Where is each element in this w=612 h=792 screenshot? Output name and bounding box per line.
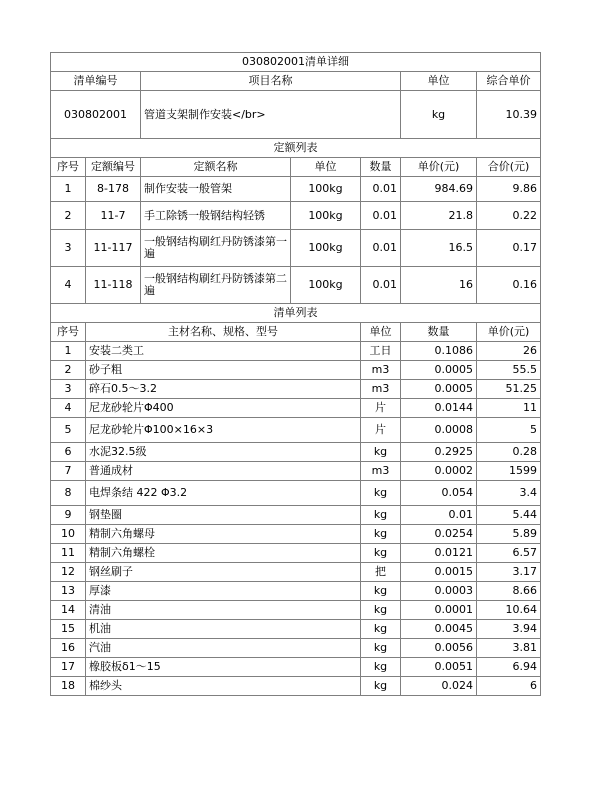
material-index: 7	[51, 462, 86, 481]
quota-name: 制作安装一般管架	[141, 177, 291, 202]
material-qty: 0.0254	[401, 525, 477, 544]
materials-header-index: 序号	[51, 323, 86, 342]
material-row	[51, 506, 541, 525]
quota-section-row	[51, 139, 541, 158]
quota-header-row	[51, 158, 541, 177]
quota-unit-price: 21.8	[401, 202, 477, 230]
materials-header-name: 主材名称、规格、型号	[86, 323, 361, 342]
material-index: 4	[51, 399, 86, 418]
quota-row	[51, 202, 541, 230]
materials-header-qty: 数量	[401, 323, 477, 342]
material-unit: kg	[361, 582, 401, 601]
material-row	[51, 544, 541, 563]
quota-qty: 0.01	[361, 230, 401, 267]
material-unit-price: 1599	[477, 462, 541, 481]
quota-total: 0.22	[477, 202, 541, 230]
material-unit-price: 0.28	[477, 443, 541, 462]
quota-row	[51, 267, 541, 304]
material-qty: 0.0003	[401, 582, 477, 601]
quota-unit: 100kg	[291, 177, 361, 202]
material-unit: m3	[361, 462, 401, 481]
material-unit: 片	[361, 418, 401, 443]
material-qty: 0.054	[401, 481, 477, 506]
summary-header-name: 项目名称	[141, 72, 401, 91]
materials-header-unit: 单位	[361, 323, 401, 342]
material-unit: kg	[361, 443, 401, 462]
material-unit-price: 51.25	[477, 380, 541, 399]
material-qty: 0.2925	[401, 443, 477, 462]
material-index: 5	[51, 418, 86, 443]
quota-name: 一般钢结构刷红丹防锈漆第二遍	[141, 267, 291, 304]
material-row	[51, 399, 541, 418]
material-name: 橡胶板δ1～15	[86, 658, 361, 677]
material-row	[51, 481, 541, 506]
quota-code: 11-118	[86, 267, 141, 304]
material-row	[51, 443, 541, 462]
material-index: 13	[51, 582, 86, 601]
quota-row	[51, 230, 541, 267]
material-index: 3	[51, 380, 86, 399]
quota-code: 8-178	[86, 177, 141, 202]
material-name: 尼龙砂轮片Φ400	[86, 399, 361, 418]
material-unit-price: 6.57	[477, 544, 541, 563]
title-row	[51, 53, 541, 72]
quota-total: 9.86	[477, 177, 541, 202]
material-row	[51, 639, 541, 658]
summary-code: 030802001	[51, 91, 141, 139]
quota-header-qty: 数量	[361, 158, 401, 177]
material-index: 10	[51, 525, 86, 544]
summary-header-price: 综合单价	[477, 72, 541, 91]
materials-header-unit-price: 单价(元)	[477, 323, 541, 342]
material-index: 2	[51, 361, 86, 380]
quota-unit: 100kg	[291, 267, 361, 304]
material-index: 11	[51, 544, 86, 563]
material-index: 15	[51, 620, 86, 639]
material-unit: 工日	[361, 342, 401, 361]
material-unit-price: 6	[477, 677, 541, 696]
quota-unit: 100kg	[291, 202, 361, 230]
material-row	[51, 380, 541, 399]
material-unit-price: 5.44	[477, 506, 541, 525]
quota-index: 2	[51, 202, 86, 230]
material-unit-price: 11	[477, 399, 541, 418]
material-index: 1	[51, 342, 86, 361]
quota-header-code: 定额编号	[86, 158, 141, 177]
material-qty: 0.0051	[401, 658, 477, 677]
material-name: 钢垫圈	[86, 506, 361, 525]
quota-code: 11-7	[86, 202, 141, 230]
quota-total: 0.17	[477, 230, 541, 267]
summary-unit: kg	[401, 91, 477, 139]
material-unit: kg	[361, 677, 401, 696]
quota-index: 4	[51, 267, 86, 304]
quota-unit-price: 16.5	[401, 230, 477, 267]
material-index: 16	[51, 639, 86, 658]
material-qty: 0.0005	[401, 380, 477, 399]
material-unit-price: 3.4	[477, 481, 541, 506]
material-name: 精制六角螺母	[86, 525, 361, 544]
quota-section-title: 定额列表	[51, 139, 541, 158]
material-name: 砂子粗	[86, 361, 361, 380]
material-unit: kg	[361, 658, 401, 677]
quota-name: 手工除锈一般钢结构轻锈	[141, 202, 291, 230]
material-name: 精制六角螺栓	[86, 544, 361, 563]
material-unit: m3	[361, 361, 401, 380]
quota-qty: 0.01	[361, 177, 401, 202]
material-qty: 0.0002	[401, 462, 477, 481]
quota-code: 11-117	[86, 230, 141, 267]
material-row	[51, 601, 541, 620]
material-index: 14	[51, 601, 86, 620]
summary-header-row	[51, 72, 541, 91]
quota-row	[51, 177, 541, 202]
material-index: 8	[51, 481, 86, 506]
material-name: 汽油	[86, 639, 361, 658]
material-name: 机油	[86, 620, 361, 639]
material-qty: 0.1086	[401, 342, 477, 361]
materials-header-row	[51, 323, 541, 342]
quota-unit-price: 16	[401, 267, 477, 304]
material-qty: 0.01	[401, 506, 477, 525]
quota-index: 3	[51, 230, 86, 267]
summary-header-code: 清单编号	[51, 72, 141, 91]
material-unit: kg	[361, 620, 401, 639]
summary-price: 10.39	[477, 91, 541, 139]
material-name: 水泥32.5级	[86, 443, 361, 462]
summary-name: 管道支架制作安装</br>	[141, 91, 401, 139]
quota-name: 一般钢结构刷红丹防锈漆第一遍	[141, 230, 291, 267]
material-row	[51, 658, 541, 677]
material-unit-price: 3.17	[477, 563, 541, 582]
material-qty: 0.024	[401, 677, 477, 696]
material-name: 清油	[86, 601, 361, 620]
material-unit-price: 26	[477, 342, 541, 361]
material-name: 碎石0.5～3.2	[86, 380, 361, 399]
summary-header-unit: 单位	[401, 72, 477, 91]
material-qty: 0.0121	[401, 544, 477, 563]
material-unit: kg	[361, 639, 401, 658]
material-row	[51, 525, 541, 544]
material-name: 电焊条结 422 Φ3.2	[86, 481, 361, 506]
material-qty: 0.0045	[401, 620, 477, 639]
material-row	[51, 418, 541, 443]
material-unit: kg	[361, 544, 401, 563]
material-qty: 0.0005	[401, 361, 477, 380]
material-name: 安装二类工	[86, 342, 361, 361]
material-unit-price: 3.81	[477, 639, 541, 658]
quota-header-name: 定额名称	[141, 158, 291, 177]
quota-header-index: 序号	[51, 158, 86, 177]
quota-header-unit: 单位	[291, 158, 361, 177]
material-row	[51, 462, 541, 481]
quota-unit-price: 984.69	[401, 177, 477, 202]
material-name: 钢丝刷子	[86, 563, 361, 582]
material-row	[51, 342, 541, 361]
quota-header-unit-price: 单价(元)	[401, 158, 477, 177]
material-index: 6	[51, 443, 86, 462]
material-index: 17	[51, 658, 86, 677]
material-unit-price: 55.5	[477, 361, 541, 380]
materials-section-title: 清单列表	[51, 304, 541, 323]
material-unit: kg	[361, 506, 401, 525]
material-unit-price: 5.89	[477, 525, 541, 544]
material-row	[51, 563, 541, 582]
material-row	[51, 677, 541, 696]
material-name: 棉纱头	[86, 677, 361, 696]
material-qty: 0.0008	[401, 418, 477, 443]
material-index: 9	[51, 506, 86, 525]
materials-section-row	[51, 304, 541, 323]
material-unit-price: 3.94	[477, 620, 541, 639]
material-name: 尼龙砂轮片Φ100×16×3	[86, 418, 361, 443]
quota-index: 1	[51, 177, 86, 202]
material-row	[51, 361, 541, 380]
material-qty: 0.0056	[401, 639, 477, 658]
material-index: 18	[51, 677, 86, 696]
doc-title: 030802001清单详细	[51, 53, 541, 72]
material-unit: kg	[361, 525, 401, 544]
material-row	[51, 582, 541, 601]
material-index: 12	[51, 563, 86, 582]
material-name: 普通成材	[86, 462, 361, 481]
material-row	[51, 620, 541, 639]
material-unit: 把	[361, 563, 401, 582]
material-unit-price: 5	[477, 418, 541, 443]
quota-unit: 100kg	[291, 230, 361, 267]
material-unit: 片	[361, 399, 401, 418]
material-unit: kg	[361, 601, 401, 620]
material-unit-price: 10.64	[477, 601, 541, 620]
summary-row	[51, 91, 541, 139]
bill-detail-body	[51, 53, 541, 696]
material-qty: 0.0001	[401, 601, 477, 620]
bill-detail-table	[50, 52, 541, 696]
material-unit: kg	[361, 481, 401, 506]
quota-total: 0.16	[477, 267, 541, 304]
quota-header-total: 合价(元)	[477, 158, 541, 177]
material-unit-price: 6.94	[477, 658, 541, 677]
material-qty: 0.0015	[401, 563, 477, 582]
material-unit: m3	[361, 380, 401, 399]
material-name: 厚漆	[86, 582, 361, 601]
quota-qty: 0.01	[361, 267, 401, 304]
material-qty: 0.0144	[401, 399, 477, 418]
quota-qty: 0.01	[361, 202, 401, 230]
material-unit-price: 8.66	[477, 582, 541, 601]
